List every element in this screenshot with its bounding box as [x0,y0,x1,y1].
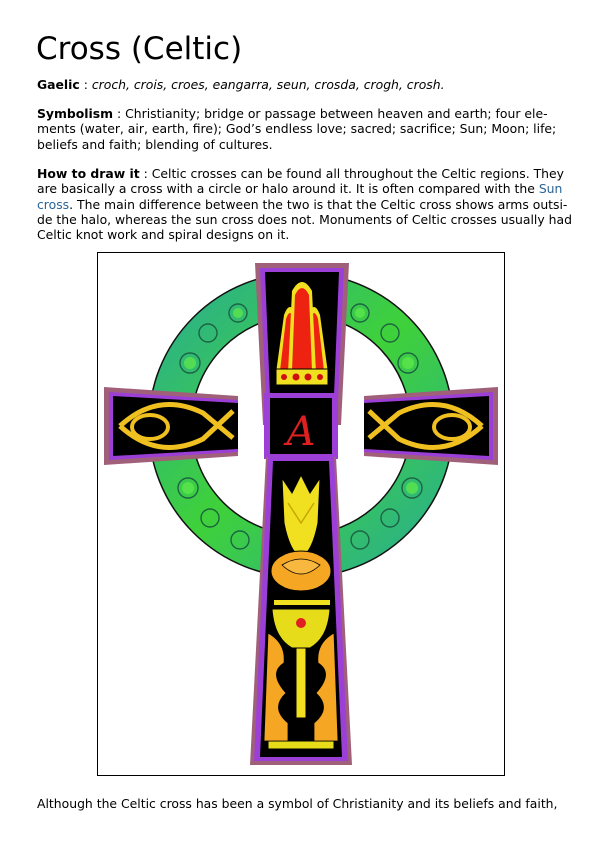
symbolism-paragraph [37,106,572,152]
cross-left-arm [104,387,238,465]
how-to-draw-text-after: . The main difference between the two is that the Celtic cross shows arms outsi-de the halo, whereas the sun cross does not. Monuments of Celtic crosses usually had Celtic knot work and spiral designs on it. [37,196,572,243]
closing-paragraph: Although the Celtic cross has been a symbol of Christianity and its beliefs and faith, [37,796,558,811]
cross-right-arm [364,387,498,465]
gaelic-value: croch, crois, croes, eangarra, seun, crosda, crogh, crosh. [91,77,445,92]
symbolism-label: Symbolism [37,106,114,121]
gaelic-label: Gaelic [37,77,80,92]
center-letter: A [286,409,316,455]
symbolism-text: Christianity; bridge or passage between heaven and earth; four ele-ments (water, air, earth, fire); God’s endless love; sacred; sacrifice; Sun; Moon; life; beliefs and faith; blending of cultures. [37,106,557,152]
cross-lower-shaft [250,457,352,765]
how-to-draw-text-before: Celtic crosses can be found all throughout the Celtic regions. They are basically a cross with a circle or halo around it. It is often compared with the [37,166,564,197]
how-to-draw-separator: : [139,166,152,181]
celtic-cross-figure [97,252,505,776]
how-to-draw-paragraph [37,166,572,242]
cross-center [264,393,338,459]
page-title: Cross (Celtic) [36,31,243,67]
symbolism-separator: : [113,106,126,121]
gaelic-separator: : [79,77,92,92]
sun-cross-link[interactable]: Sun cross [37,181,563,212]
how-to-draw-label: How to draw it [37,166,140,181]
celtic-cross-illustration [98,253,504,775]
gaelic-paragraph [37,77,572,92]
